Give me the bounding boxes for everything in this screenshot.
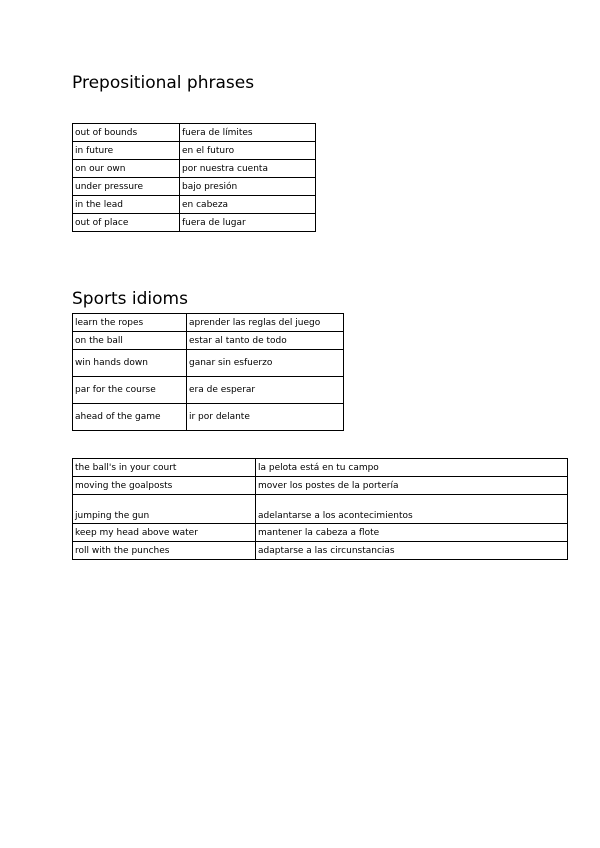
english-phrase-cell: in future xyxy=(73,142,180,160)
english-phrase-cell: ahead of the game xyxy=(73,404,187,431)
table-row xyxy=(73,160,316,178)
spanish-translation-cell: fuera de límites xyxy=(180,124,316,142)
table-row xyxy=(73,124,316,142)
spanish-translation-cell: ir por delante xyxy=(187,404,344,431)
english-phrase-cell: roll with the punches xyxy=(73,542,256,560)
english-phrase-cell: the ball's in your court xyxy=(73,459,256,477)
english-phrase-cell: out of bounds xyxy=(73,124,180,142)
spanish-translation-cell: la pelota está en tu campo xyxy=(256,459,568,477)
english-phrase-cell: par for the course xyxy=(73,377,187,404)
english-phrase-cell: keep my head above water xyxy=(73,524,256,542)
table-row xyxy=(73,495,568,524)
english-phrase-cell: out of place xyxy=(73,214,180,232)
table-row xyxy=(73,142,316,160)
english-phrase-cell: in the lead xyxy=(73,196,180,214)
spanish-translation-cell: mantener la cabeza a flote xyxy=(256,524,568,542)
english-phrase-cell: moving the goalposts xyxy=(73,477,256,495)
table-row xyxy=(73,542,568,560)
spanish-translation-cell: por nuestra cuenta xyxy=(180,160,316,178)
table-row xyxy=(73,350,344,377)
table-row xyxy=(73,178,316,196)
spanish-translation-cell: era de esperar xyxy=(187,377,344,404)
table-row xyxy=(73,314,344,332)
idioms-table xyxy=(72,458,568,560)
table-row xyxy=(73,404,344,431)
table-row xyxy=(73,196,316,214)
sports-idioms-heading: Sports idioms xyxy=(72,289,188,309)
spanish-translation-cell: ganar sin esfuerzo xyxy=(187,350,344,377)
spanish-translation-cell: mover los postes de la portería xyxy=(256,477,568,495)
table-row xyxy=(73,524,568,542)
table-row xyxy=(73,214,316,232)
prepositional-phrases-heading: Prepositional phrases xyxy=(72,73,255,93)
spanish-translation-cell: aprender las reglas del juego xyxy=(187,314,344,332)
table-row xyxy=(73,332,344,350)
spanish-translation-cell: en cabeza xyxy=(180,196,316,214)
english-phrase-cell: jumping the gun xyxy=(73,495,256,524)
english-phrase-cell: win hands down xyxy=(73,350,187,377)
table-row xyxy=(73,477,568,495)
english-phrase-cell: under pressure xyxy=(73,178,180,196)
spanish-translation-cell: adaptarse a las circunstancias xyxy=(256,542,568,560)
table-row xyxy=(73,377,344,404)
spanish-translation-cell: adelantarse a los acontecimientos xyxy=(256,495,568,524)
spanish-translation-cell: bajo presión xyxy=(180,178,316,196)
english-phrase-cell: on the ball xyxy=(73,332,187,350)
spanish-translation-cell: en el futuro xyxy=(180,142,316,160)
spanish-translation-cell: fuera de lugar xyxy=(180,214,316,232)
english-phrase-cell: learn the ropes xyxy=(73,314,187,332)
table-row xyxy=(73,459,568,477)
english-phrase-cell: on our own xyxy=(73,160,180,178)
prepositional-phrases-table xyxy=(72,123,316,232)
spanish-translation-cell: estar al tanto de todo xyxy=(187,332,344,350)
sports-idioms-table xyxy=(72,313,344,431)
